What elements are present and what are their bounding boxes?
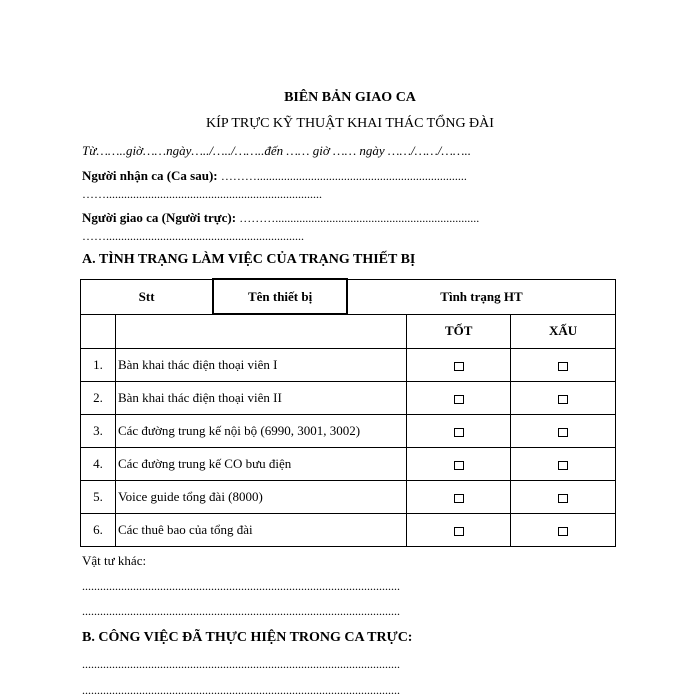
row-number: 3.: [81, 415, 116, 448]
table-row: [81, 514, 616, 547]
checkbox-icon: [558, 362, 568, 371]
row-number: 4.: [81, 448, 116, 481]
subheader-empty-stt: [81, 314, 116, 349]
row-device-name: Voice guide tổng đài (8000): [115, 481, 406, 514]
good-checkbox[interactable]: [407, 448, 511, 481]
table-row: [81, 382, 616, 415]
good-checkbox[interactable]: [407, 514, 511, 547]
checkbox-icon: [558, 428, 568, 437]
table-row: [81, 448, 616, 481]
other-materials-line: ..........................................................................................................: [82, 604, 400, 618]
giver-dots: ………....................................................................: [239, 211, 480, 225]
bad-checkbox[interactable]: [511, 382, 616, 415]
checkbox-icon: [454, 494, 464, 503]
checkbox-icon: [454, 428, 464, 437]
table-subheader-row: [81, 314, 616, 349]
document-subtitle: KÍP TRỰC KỸ THUẬT KHAI THÁC TỔNG ĐÀI: [206, 116, 494, 131]
checkbox-icon: [558, 395, 568, 404]
receiver-label: Người nhận ca (Ca sau):: [82, 168, 218, 183]
checkbox-icon: [454, 395, 464, 404]
table-header-row: [81, 279, 616, 314]
row-device-name: Bàn khai thác điện thoại viên I: [115, 349, 406, 382]
header-device-name: Tên thiết bị: [213, 279, 347, 314]
equipment-status-table: [80, 278, 616, 547]
work-done-line: ..........................................................................................................: [82, 683, 400, 697]
header-stt: Stt: [81, 279, 214, 314]
bad-checkbox[interactable]: [511, 415, 616, 448]
table-row: [81, 481, 616, 514]
header-status: Tình trạng HT: [347, 279, 616, 314]
bad-checkbox[interactable]: [511, 448, 616, 481]
good-checkbox[interactable]: [407, 382, 511, 415]
table-row: [81, 415, 616, 448]
section-a-heading: A. TÌNH TRẠNG LÀM VIỆC CỦA TRẠNG THIẾT BỊ: [82, 252, 416, 267]
checkbox-icon: [454, 362, 464, 371]
good-checkbox[interactable]: [407, 481, 511, 514]
checkbox-icon: [558, 461, 568, 470]
good-checkbox[interactable]: [407, 349, 511, 382]
row-device-name: Các thuê bao của tổng đài: [115, 514, 406, 547]
document-title: BIÊN BẢN GIAO CA: [284, 90, 416, 105]
other-materials-line: ..........................................................................................................: [82, 579, 400, 593]
giver-label: Người giao ca (Người trực):: [82, 210, 237, 225]
giver-dots-continued: ……..................................................................: [82, 229, 304, 243]
good-checkbox[interactable]: [407, 415, 511, 448]
header-bad: XẤU: [511, 314, 616, 349]
header-good: TỐT: [407, 314, 511, 349]
checkbox-icon: [454, 461, 464, 470]
row-number: 5.: [81, 481, 116, 514]
receiver-line: [82, 168, 467, 184]
row-number: 1.: [81, 349, 116, 382]
section-b-heading: B. CÔNG VIỆC ĐÃ THỰC HIỆN TRONG CA TRỰC:: [82, 630, 413, 645]
giver-line: [82, 210, 479, 226]
bad-checkbox[interactable]: [511, 349, 616, 382]
bad-checkbox[interactable]: [511, 481, 616, 514]
checkbox-icon: [558, 527, 568, 536]
row-number: 2.: [81, 382, 116, 415]
checkbox-icon: [558, 494, 568, 503]
table-row: [81, 349, 616, 382]
row-device-name: Các đường trung kế nội bộ (6990, 3001, 3002): [115, 415, 406, 448]
work-done-line: ..........................................................................................................: [82, 657, 400, 671]
bad-checkbox[interactable]: [511, 514, 616, 547]
row-device-name: Bàn khai thác điện thoại viên II: [115, 382, 406, 415]
receiver-dots: ………......................................................................: [220, 169, 467, 183]
other-materials-label: Vật tư khác:: [82, 553, 147, 568]
time-line: Từ……..giờ……ngày…../…../……..đến …… giờ …… ngày ……/……/……..: [82, 143, 471, 158]
receiver-dots-continued: ……........................................................................: [82, 187, 322, 201]
row-device-name: Các đường trung kế CO bưu điện: [115, 448, 406, 481]
row-number: 6.: [81, 514, 116, 547]
subheader-empty-name: [115, 314, 406, 349]
checkbox-icon: [454, 527, 464, 536]
